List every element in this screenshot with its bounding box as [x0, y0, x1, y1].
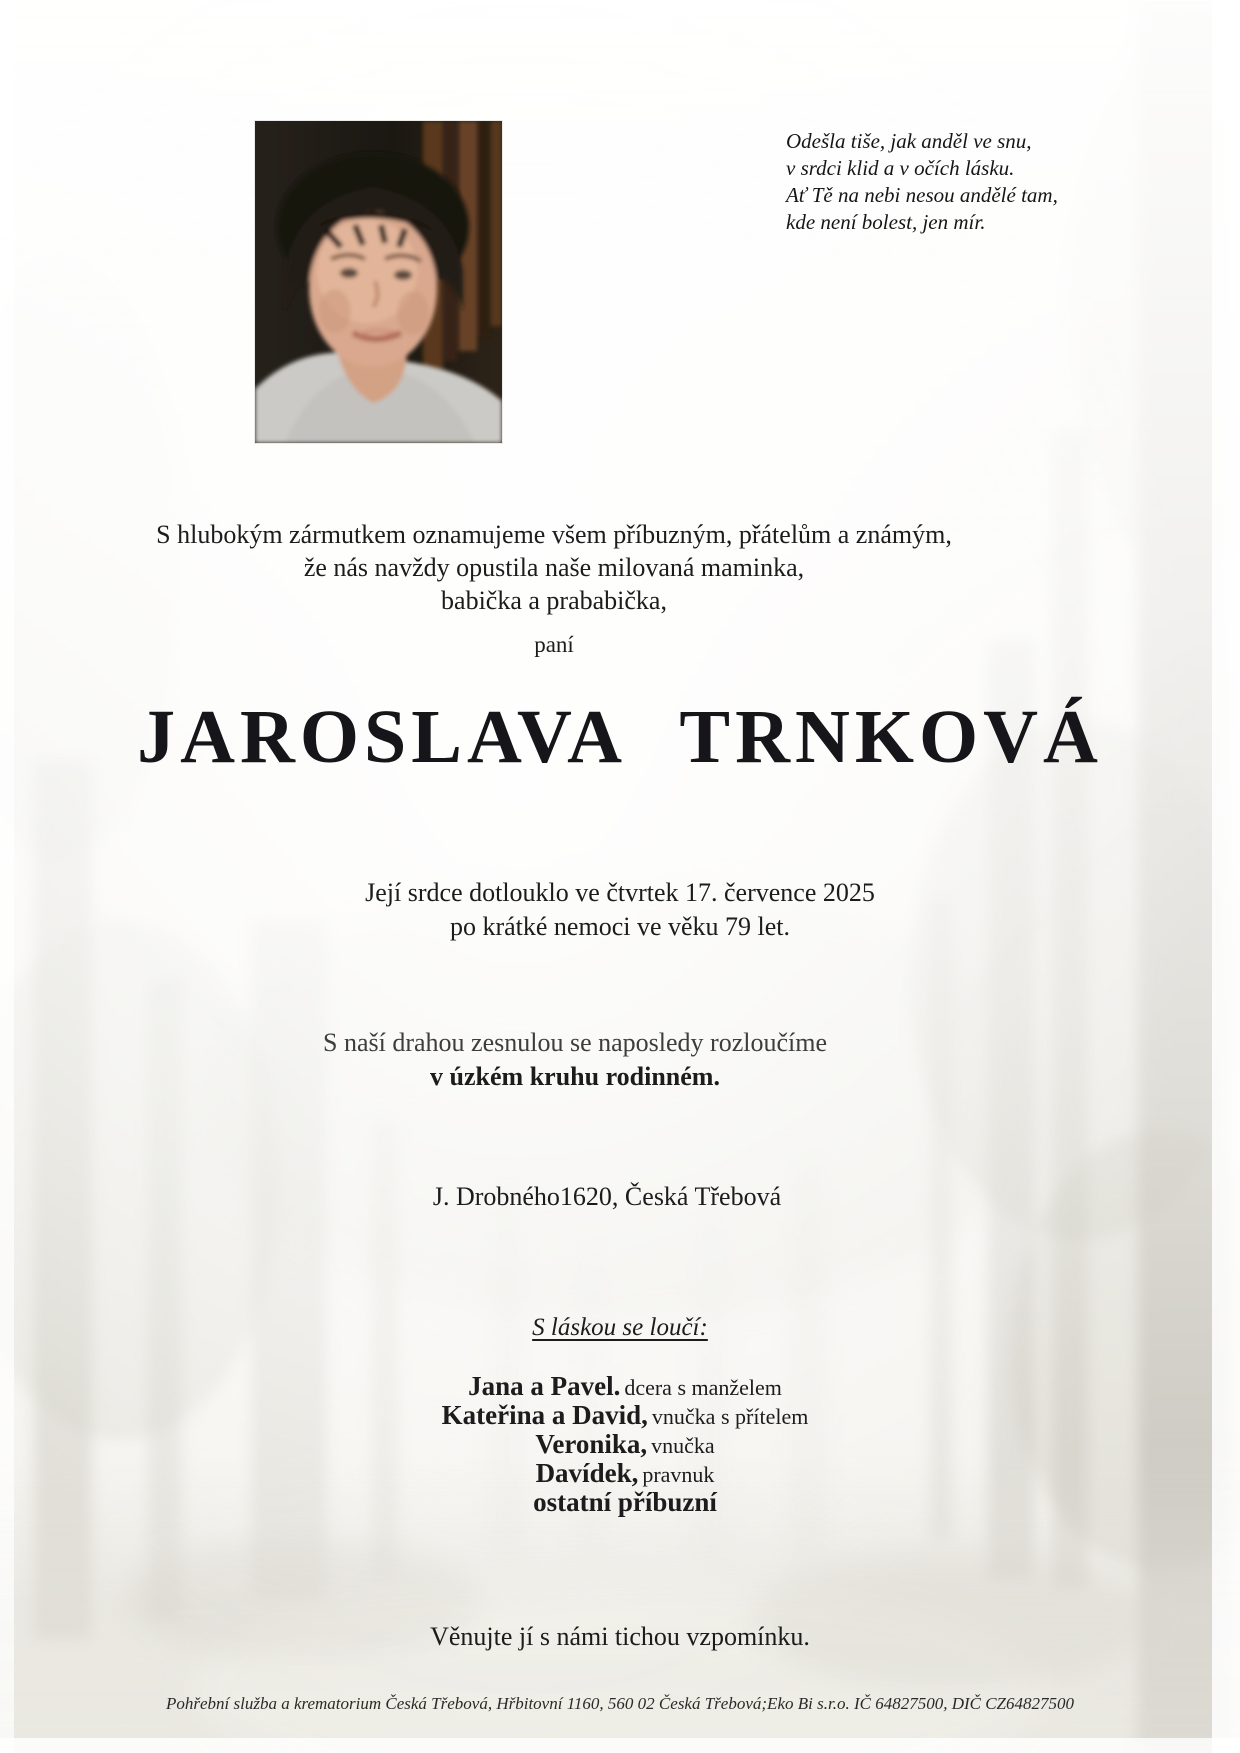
farewell-line-2: v úzkém kruhu rodinném.	[430, 1062, 720, 1091]
footer-text: Pohřební služba a krematorium Česká Třebová, Hřbitovní 1160, 560 02 Česká Třebová;Eko Bi s.r.o. IČ 64827500, DIČ CZ64827500	[165, 1694, 1075, 1713]
mourner-name: ostatní příbuzní	[533, 1487, 717, 1517]
mourner-name: Jana a Pavel.	[468, 1371, 621, 1401]
closing-line: Věnujte jí s námi tichou vzpomínku.	[430, 1622, 810, 1651]
deceased-name: JAROSLAVA TRNKOVÁ	[137, 695, 1103, 779]
death-info	[0, 876, 1240, 944]
mourner-relation: dcera s manželem	[624, 1375, 782, 1400]
poem-line: kde není bolest, jen mír.	[786, 210, 986, 234]
poem-line: v srdci klid a v očích lásku.	[786, 156, 1015, 180]
death-info-line: Její srdce dotlouklo ve čtvrtek 17. července 2025	[365, 878, 875, 907]
mourners-list	[0, 1372, 1240, 1517]
portrait-photo	[255, 121, 502, 443]
mourner-name: Davídek,	[535, 1458, 639, 1488]
mourner-row	[0, 1401, 1240, 1430]
address-line: J. Drobného1620, Česká Třebová	[432, 1182, 782, 1211]
title-prefix: paní	[534, 632, 574, 657]
mourner-row	[0, 1430, 1240, 1459]
mourners-heading-text: S láskou se loučí:	[532, 1314, 708, 1341]
poem-line: Ať Tě na nebi nesou andělé tam,	[786, 183, 1058, 207]
mourner-name: Veronika,	[535, 1429, 648, 1459]
announcement-line: babička a prababička,	[441, 586, 667, 615]
mourner-row	[0, 1459, 1240, 1488]
announcement-line: že nás navždy opustila naše milovaná maminka,	[303, 553, 805, 582]
farewell	[0, 1026, 1150, 1094]
announcement-line: S hlubokým zármutkem oznamujeme všem příbuzným, přátelům a známým,	[156, 520, 952, 549]
mourner-relation: vnučka s přítelem	[651, 1404, 809, 1429]
poem-line: Odešla tiše, jak anděl ve snu,	[786, 129, 1032, 153]
mourners-heading	[0, 1314, 1240, 1342]
portrait-photo-image	[255, 121, 502, 443]
mourner-relation: vnučka	[651, 1433, 715, 1458]
mourner-row	[0, 1372, 1240, 1401]
death-info-line: po krátké nemoci ve věku 79 let.	[449, 912, 791, 941]
announcement	[0, 518, 1108, 617]
mourner-relation: pravnuk	[642, 1462, 715, 1487]
mourner-row	[0, 1488, 1240, 1517]
mourner-name: Kateřina a David,	[441, 1400, 648, 1430]
poem	[786, 128, 1116, 236]
farewell-line-1: S naší drahou zesnulou se naposledy rozloučíme	[323, 1028, 827, 1057]
